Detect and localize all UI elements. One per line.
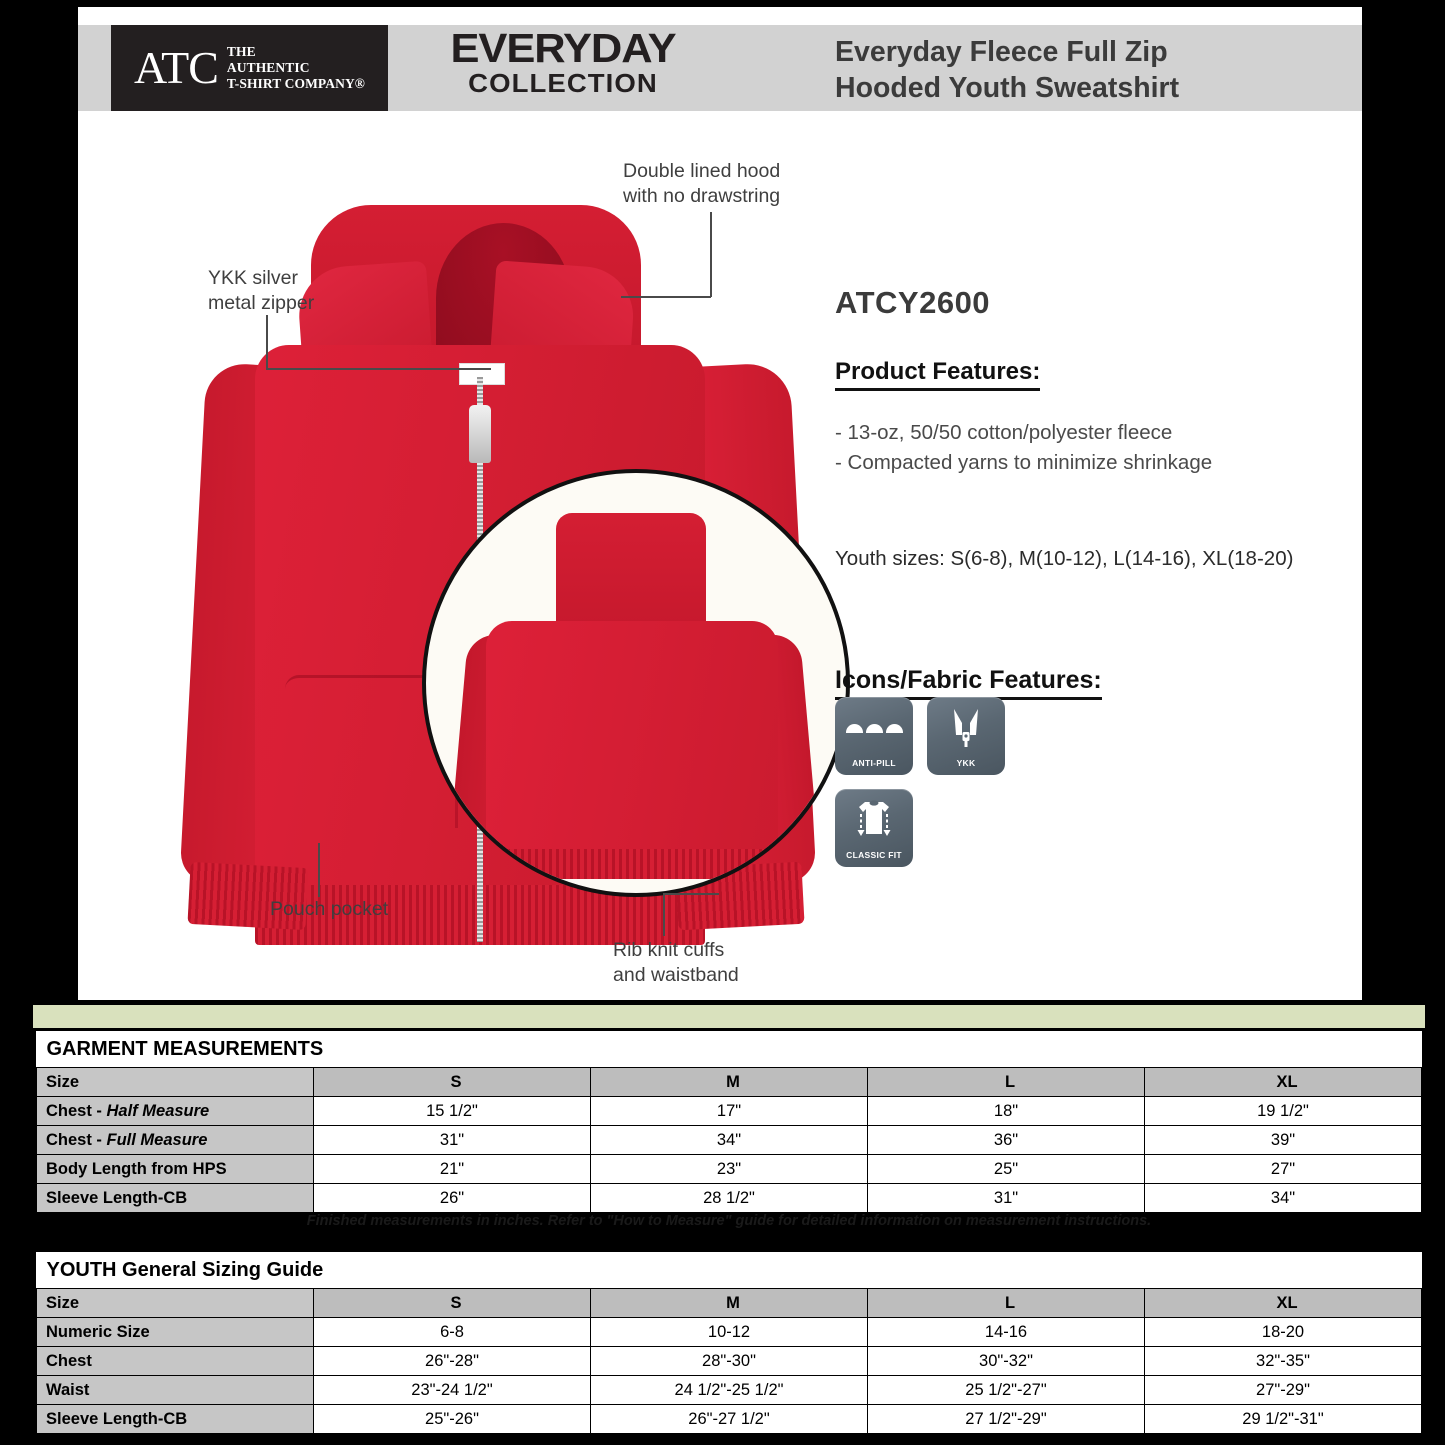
product-title-line2: Hooded Youth Sweatshirt	[835, 71, 1180, 104]
cell-value: 31"	[314, 1126, 591, 1155]
callout-hood-line2: with no drawstring	[623, 184, 781, 207]
atc-logo	[111, 25, 388, 111]
table-row	[37, 1347, 1422, 1376]
logo-tagline-line3: T-SHIRT COMPANY®	[226, 75, 365, 91]
callout-cuffs-leader-h	[663, 893, 719, 895]
cell-value: 25"-26"	[314, 1405, 591, 1434]
fabric-icons-row-2	[835, 789, 913, 867]
cell-value: 30"-32"	[868, 1347, 1145, 1376]
garment-back-view	[464, 513, 804, 873]
callout-zipper-line2: metal zipper	[208, 291, 315, 314]
callout-hood	[623, 159, 780, 208]
col-header-size: Size	[37, 1289, 314, 1318]
callout-zipper-leader-v	[266, 315, 268, 369]
col-header-m: M	[591, 1289, 868, 1318]
fabric-icons-row-1	[835, 697, 1005, 775]
callout-hood-leader-h	[621, 296, 711, 298]
logo-tagline	[227, 44, 365, 92]
cell-value: 19 1/2"	[1145, 1097, 1422, 1126]
cell-value: 32"-35"	[1145, 1347, 1422, 1376]
measurement-note: Finished measurements in inches. Refer to "How to Measure" guide for detailed information on measurement instructions.	[306, 1213, 1152, 1229]
table-row	[37, 1318, 1422, 1347]
youth-sizing-table	[33, 1249, 1425, 1437]
classic-fit-icon	[835, 789, 913, 867]
callout-pocket-line1: Pouch pocket	[270, 898, 389, 920]
logo-tagline-line1: THE	[226, 44, 256, 60]
garment-measurements-table	[33, 1028, 1425, 1216]
cell-value: 27"	[1145, 1155, 1422, 1184]
col-header-xl: XL	[1145, 1289, 1422, 1318]
logo-atc-text: ATC	[133, 41, 218, 93]
fabric-icons-area	[835, 697, 1335, 897]
icons-fabric-heading: Icons/Fabric Features:	[835, 666, 1102, 700]
row-label-chest-half: Chest - Half Measure	[37, 1097, 314, 1126]
table-title-row	[37, 1031, 1422, 1068]
callout-pocket	[270, 897, 388, 922]
col-header-s: S	[314, 1068, 591, 1097]
cell-value: 21"	[314, 1155, 591, 1184]
product-title	[835, 35, 1179, 107]
callout-zipper-leader-h	[266, 368, 491, 370]
product-info-column	[835, 285, 1335, 700]
zipper-pull	[469, 405, 491, 463]
row-label-chest-full: Chest - Full Measure	[37, 1126, 314, 1155]
garment-table-title: GARMENT MEASUREMENTS	[46, 1037, 324, 1060]
cell-value: 14-16	[868, 1318, 1145, 1347]
collection-line1: EVERYDAY	[450, 25, 676, 71]
col-header-xl: XL	[1145, 1068, 1422, 1097]
product-features-heading: Product Features:	[835, 358, 1040, 391]
callout-zipper-line1: YKK silver	[208, 267, 298, 289]
collection-banner	[408, 25, 718, 99]
callout-cuffs-leader-v	[663, 894, 665, 936]
back-waistband	[486, 849, 778, 879]
feature-item: - Compacted yarns to minimize shrinkage	[835, 450, 1213, 474]
youth-table-title: YOUTH General Sizing Guide	[46, 1258, 324, 1281]
back-body-panel	[486, 621, 778, 873]
ykk-label: YKK	[956, 758, 976, 768]
cell-value: 34"	[1145, 1184, 1422, 1213]
cell-value: 6-8	[314, 1318, 591, 1347]
product-features-list	[835, 418, 1335, 477]
table-title-row	[37, 1252, 1422, 1289]
callout-hood-leader-v	[710, 212, 712, 297]
table-header-row	[37, 1068, 1422, 1097]
table-row	[37, 1405, 1422, 1434]
callout-hood-line1: Double lined hood	[623, 160, 781, 182]
cell-value: 18"	[868, 1097, 1145, 1126]
logo-tagline-line2: AUTHENTIC	[226, 60, 310, 76]
row-label-waist: Waist	[37, 1376, 314, 1405]
cell-value: 28"-30"	[591, 1347, 868, 1376]
col-header-m: M	[591, 1068, 868, 1097]
cell-value: 39"	[1145, 1126, 1422, 1155]
callout-pocket-leader-v	[318, 843, 320, 897]
ykk-zipper-glyph	[927, 706, 1005, 750]
illustration-panel	[78, 7, 1362, 1000]
cell-value: 31"	[868, 1184, 1145, 1213]
collection-line2: COLLECTION	[468, 68, 658, 99]
table-row	[37, 1376, 1422, 1405]
table-row	[37, 1097, 1422, 1126]
cell-value: 25 1/2"-27"	[868, 1376, 1145, 1405]
callout-zipper	[208, 266, 314, 315]
callout-cuffs-line1: Rib knit cuffs	[613, 939, 725, 961]
cell-value: 34"	[591, 1126, 868, 1155]
cell-value: 27"-29"	[1145, 1376, 1422, 1405]
table-row	[37, 1184, 1422, 1213]
table-header-row	[37, 1289, 1422, 1318]
cell-value: 26"-27 1/2"	[591, 1405, 868, 1434]
callout-cuffs-line2: and waistband	[613, 963, 739, 986]
cell-value: 24 1/2"-25 1/2"	[591, 1376, 868, 1405]
cell-value: 25"	[868, 1155, 1145, 1184]
cell-value: 26"-28"	[314, 1347, 591, 1376]
col-header-size: Size	[37, 1068, 314, 1097]
classic-fit-label: CLASSIC FIT	[846, 850, 902, 860]
callout-cuffs	[613, 938, 739, 987]
cell-value: 28 1/2"	[591, 1184, 868, 1213]
cell-value: 23"-24 1/2"	[314, 1376, 591, 1405]
row-label-sleeve-length: Sleeve Length-CB	[37, 1405, 314, 1434]
classic-fit-glyph	[835, 798, 913, 842]
col-header-l: L	[868, 1289, 1145, 1318]
col-header-s: S	[314, 1289, 591, 1318]
table-row	[37, 1126, 1422, 1155]
page-header	[78, 25, 1362, 111]
back-view-magnifier	[422, 469, 850, 897]
product-title-line1: Everyday Fleece Full Zip	[835, 36, 1168, 68]
feature-item: - 13-oz, 50/50 cotton/polyester fleece	[835, 421, 1173, 444]
cell-value: 29 1/2"-31"	[1145, 1405, 1422, 1434]
cell-value: 23"	[591, 1155, 868, 1184]
cell-value: 26"	[314, 1184, 591, 1213]
col-header-l: L	[868, 1068, 1145, 1097]
cell-value: 10-12	[591, 1318, 868, 1347]
cell-value: 27 1/2"-29"	[868, 1405, 1145, 1434]
row-label-body-length: Body Length from HPS	[37, 1155, 314, 1184]
cell-value: 36"	[868, 1126, 1145, 1155]
youth-sizes-text: Youth sizes: S(6-8), M(10-12), L(14-16), XL(18-20)	[835, 547, 1294, 571]
anti-pill-glyph	[835, 706, 913, 750]
ykk-zipper-icon	[927, 697, 1005, 775]
cell-value: 18-20	[1145, 1318, 1422, 1347]
row-label-numeric-size: Numeric Size	[37, 1318, 314, 1347]
cell-value: 15 1/2"	[314, 1097, 591, 1126]
row-label-sleeve-length: Sleeve Length-CB	[37, 1184, 314, 1213]
cell-value: 17"	[591, 1097, 868, 1126]
anti-pill-icon	[835, 697, 913, 775]
anti-pill-label: ANTI-PILL	[852, 758, 896, 768]
row-label-chest: Chest	[37, 1347, 314, 1376]
table-row	[37, 1155, 1422, 1184]
style-number: ATCY2600	[835, 285, 991, 320]
